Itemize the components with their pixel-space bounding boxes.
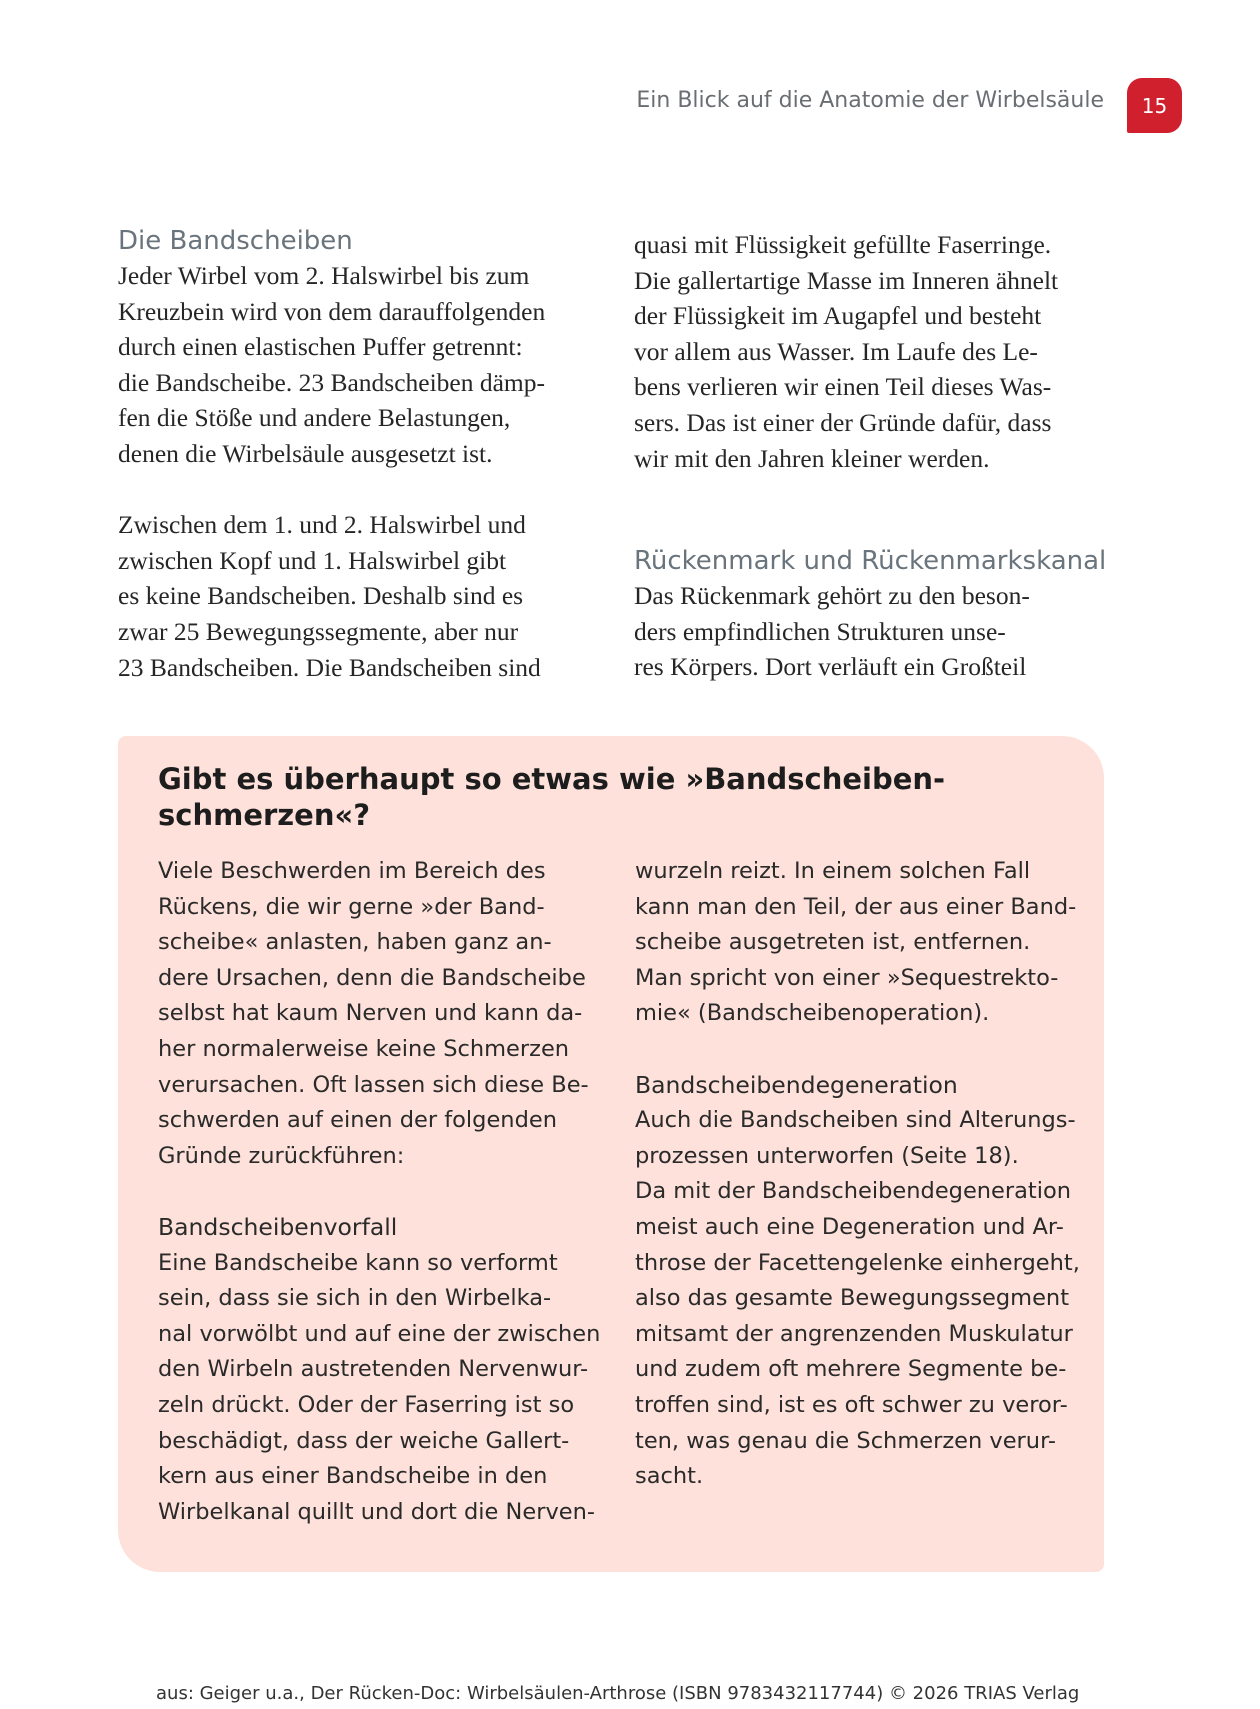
text-line: durch einen elastischen Puffer getrennt:: [118, 332, 523, 362]
text-line: also das gesamte Bewegungssegment: [635, 1285, 1070, 1312]
text-line: schwerden auf einen der folgenden: [158, 1107, 557, 1134]
text-line: die Bandscheibe. 23 Bandscheiben dämp-: [118, 367, 546, 397]
title-line: Gibt es überhaupt so etwas wie »Bandscheiben-: [158, 762, 946, 796]
paragraph-gap: [118, 472, 608, 508]
running-header: Ein Blick auf die Anatomie der Wirbelsäule: [636, 88, 1104, 113]
text-line: kern aus einer Bandscheibe in den: [158, 1463, 548, 1490]
subheading-bandscheibendegeneration: Bandscheibendegeneration: [635, 1070, 958, 1099]
section-heading-bandscheiben: Die Bandscheiben: [118, 226, 353, 256]
text-line: ders empfindlichen Strukturen unse-: [634, 616, 1006, 646]
paragraph-bandscheibendegeneration: [635, 1103, 1095, 1495]
text-line: prozessen unterworfen (Seite 18).: [635, 1142, 1019, 1169]
text-line: wir mit den Jahren kleiner werden.: [634, 443, 990, 473]
info-box-right-column: [635, 854, 1095, 1495]
text-line: sers. Das ist einer der Gründe dafür, dass: [634, 407, 1052, 437]
subheading-bandscheibenvorfall: Bandscheibenvorfall: [158, 1212, 398, 1241]
text-line: meist auch eine Degeneration und Ar-: [635, 1213, 1064, 1240]
text-line: mie« (Bandscheibenoperation).: [635, 1000, 990, 1027]
text-line: 23 Bandscheiben. Die Bandscheiben sind: [118, 652, 541, 682]
left-column: [118, 224, 608, 685]
text-line: der Flüssigkeit im Augapfel und besteht: [634, 301, 1042, 331]
text-line: throse der Facettengelenke einhergeht,: [635, 1249, 1080, 1276]
text-line: sacht.: [635, 1463, 704, 1490]
title-line: schmerzen«?: [158, 798, 371, 832]
paragraph-bandscheiben-3: [634, 227, 1124, 476]
footer-citation: aus: Geiger u.a., Der Rücken-Doc: Wirbelsäulen-Arthrose (ISBN 9783432117744) © 2026 TRIAS Verlag: [156, 1683, 1080, 1704]
text-line: es keine Bandscheiben. Deshalb sind es: [118, 581, 524, 611]
page-number-badge: 15: [1127, 78, 1182, 133]
text-line: Jeder Wirbel vom 2. Halswirbel bis zum: [118, 261, 530, 290]
text-line: quasi mit Flüssigkeit gefüllte Faserringe.: [634, 230, 1052, 259]
text-line: res Körpers. Dort verläuft ein Großteil: [634, 652, 1027, 682]
right-column: [634, 227, 1124, 476]
section-heading-rueckenmark: Rückenmark und Rückenmarkskanal: [634, 546, 1107, 576]
text-line: Rückens, die wir gerne »der Band-: [158, 893, 545, 920]
text-line: bens verlieren wir einen Teil dieses Was-: [634, 372, 1052, 402]
paragraph-bandscheibenvorfall: [158, 1246, 618, 1531]
text-line: denen die Wirbelsäule ausgesetzt ist.: [118, 438, 493, 468]
text-line: zwischen Kopf und 1. Halswirbel gibt: [118, 545, 507, 575]
text-line: wurzeln reizt. In einem solchen Fall: [635, 858, 1031, 884]
paragraph-gap: [158, 1174, 618, 1210]
text-line: Zwischen dem 1. und 2. Halswirbel und: [118, 510, 526, 540]
text-line: Auch die Bandscheiben sind Alterungs-: [635, 1107, 1076, 1134]
text-line: mitsamt der angrenzenden Muskulatur: [635, 1320, 1073, 1347]
text-line: Da mit der Bandscheibendegeneration: [635, 1178, 1072, 1205]
text-line: troffen sind, ist es oft schwer zu veror-: [635, 1391, 1068, 1418]
info-box-title: [158, 761, 1058, 833]
paragraph-rueckenmark: [634, 578, 1124, 685]
text-line: Man spricht von einer »Sequestrekto-: [635, 964, 1059, 991]
text-line: dere Ursachen, denn die Bandscheibe: [158, 964, 586, 991]
text-line: ten, was genau die Schmerzen verur-: [635, 1427, 1056, 1454]
text-line: Gründe zurückführen:: [158, 1142, 405, 1169]
text-line: Die gallertartige Masse im Inneren ähnelt: [634, 265, 1059, 295]
text-line: fen die Stöße und andere Belastungen,: [118, 403, 511, 433]
paragraph-continuation: [635, 854, 1095, 1032]
text-line: scheibe ausgetreten ist, entfernen.: [635, 929, 1031, 956]
text-line: sein, dass sie sich in den Wirbelka-: [158, 1285, 552, 1312]
info-intro: [158, 854, 618, 1174]
text-line: und zudem oft mehrere Segmente be-: [635, 1356, 1067, 1383]
text-line: beschädigt, dass der weiche Gallert-: [158, 1427, 570, 1454]
text-line: Wirbelkanal quillt und dort die Nerven-: [158, 1498, 595, 1525]
text-line: scheibe« anlasten, haben ganz an-: [158, 929, 552, 956]
info-box: [118, 736, 1104, 1572]
text-line: den Wirbeln austretenden Nervenwur-: [158, 1356, 589, 1383]
paragraph-bandscheiben-1: [118, 258, 608, 472]
text-line: kann man den Teil, der aus einer Band-: [635, 893, 1077, 920]
info-box-left-column: [158, 854, 618, 1530]
paragraph-gap: [635, 1032, 1095, 1068]
paragraph-bandscheiben-2: [118, 507, 608, 685]
text-line: vor allem aus Wasser. Im Laufe des Le-: [634, 336, 1038, 366]
text-line: nal vorwölbt und auf eine der zwischen: [158, 1320, 601, 1347]
right-column-section-2: [634, 544, 1124, 685]
text-line: zwar 25 Bewegungssegmente, aber nur: [118, 616, 519, 646]
text-line: Kreuzbein wird von dem darauffolgenden: [118, 296, 546, 326]
text-line: selbst hat kaum Nerven und kann da-: [158, 1000, 583, 1027]
text-line: Eine Bandscheibe kann so verformt: [158, 1249, 558, 1276]
text-line: Viele Beschwerden im Bereich des: [158, 858, 546, 884]
text-line: her normalerweise keine Schmerzen: [158, 1035, 570, 1062]
text-line: zeln drückt. Oder der Faserring ist so: [158, 1391, 575, 1418]
text-line: verursachen. Oft lassen sich diese Be-: [158, 1071, 589, 1098]
text-line: Das Rückenmark gehört zu den beson-: [634, 581, 1030, 610]
